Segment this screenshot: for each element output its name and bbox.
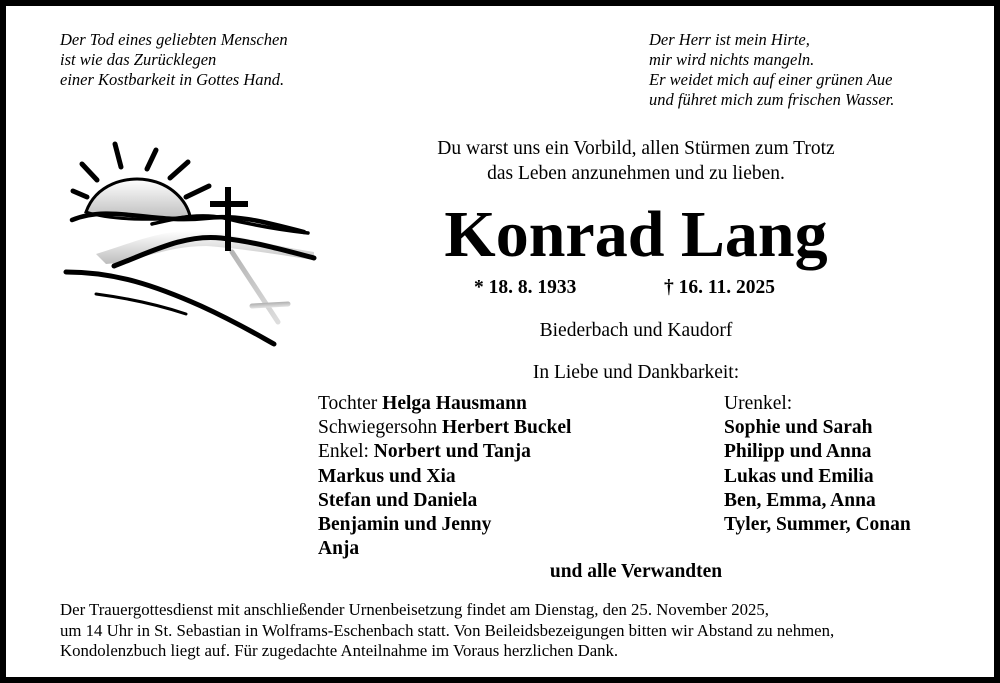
quote-right-line: Er weidet mich auf einer grünen Aue bbox=[649, 70, 893, 89]
family-entry bbox=[318, 489, 571, 513]
family-member: Stefan und Daniela bbox=[318, 489, 478, 511]
service-line: Der Trauergottesdienst mit anschließender Urnenbeisetzung findet am Dienstag, den 25. November 2025, bbox=[60, 600, 769, 619]
quote-right-line: Der Herr ist mein Hirte, bbox=[649, 30, 810, 49]
service-info bbox=[60, 600, 960, 662]
motto bbox=[336, 136, 936, 186]
family-entry bbox=[318, 416, 571, 440]
hill-line bbox=[96, 294, 186, 314]
family-member: Sophie und Sarah bbox=[724, 417, 873, 439]
family-relation: Enkel: bbox=[318, 441, 374, 463]
cross-shadow bbox=[232, 252, 288, 322]
quote-right bbox=[649, 30, 894, 110]
quote-right-line: und führet mich zum frischen Wasser. bbox=[649, 90, 895, 109]
family-entry bbox=[318, 537, 571, 561]
quote-left bbox=[60, 30, 288, 90]
family-member: Norbert und Tanja bbox=[373, 441, 531, 463]
family-member: Markus und Xia bbox=[318, 465, 456, 487]
quote-left-line: ist wie das Zurücklegen bbox=[60, 50, 217, 69]
birth-date: * 18. 8. 1933 bbox=[474, 277, 577, 298]
family-entry bbox=[318, 440, 571, 464]
family-entry bbox=[318, 392, 571, 416]
family-entry bbox=[318, 513, 571, 537]
place-line: Biederbach und Kaudorf bbox=[539, 320, 733, 341]
family-relation: Tochter bbox=[318, 393, 383, 414]
family-member: Philipp und Anna bbox=[724, 441, 872, 463]
family-relation: Schwiegersohn bbox=[318, 417, 443, 439]
family-list-right bbox=[724, 392, 911, 537]
motto-line: das Leben anzunehmen und zu lieben. bbox=[487, 163, 785, 184]
family-member: Herbert Buckel bbox=[442, 417, 572, 439]
family-list-left bbox=[318, 392, 571, 561]
family-heading: Urenkel: bbox=[724, 393, 793, 414]
family-member: Lukas und Emilia bbox=[724, 465, 874, 487]
mourners-intro: In Liebe und Dankbarkeit: bbox=[532, 362, 740, 383]
death-date: † 16. 11. 2025 bbox=[664, 277, 776, 298]
sun-hills-cross-icon bbox=[56, 134, 324, 354]
quote-left-line: Der Tod eines geliebten Menschen bbox=[60, 30, 288, 49]
quote-left-line: einer Kostbarkeit in Gottes Hand. bbox=[60, 70, 285, 89]
family-member: Helga Hausmann bbox=[382, 393, 527, 414]
deceased-name: Konrad Lang bbox=[444, 198, 828, 271]
motto-line: Du warst uns ein Vorbild, allen Stürmen zum Trotz bbox=[437, 138, 835, 159]
family-member: Anja bbox=[318, 538, 360, 560]
service-line: Kondolenzbuch liegt auf. Für zugedachte Anteilnahme im Voraus herzlichen Dank. bbox=[60, 641, 619, 660]
family-member: Benjamin und Jenny bbox=[318, 514, 492, 536]
family-entry bbox=[318, 465, 571, 489]
service-line: um 14 Uhr in St. Sebastian in Wolframs-Eschenbach statt. Von Beileidsbezeigungen bitten wir Abstand zu nehmen, bbox=[60, 620, 835, 640]
quote-right-line: mir wird nichts mangeln. bbox=[649, 50, 815, 69]
family-member: Ben, Emma, Anna bbox=[724, 489, 876, 511]
relatives-line: und alle Verwandten bbox=[549, 561, 723, 582]
family-member: Tyler, Summer, Conan bbox=[724, 514, 911, 536]
